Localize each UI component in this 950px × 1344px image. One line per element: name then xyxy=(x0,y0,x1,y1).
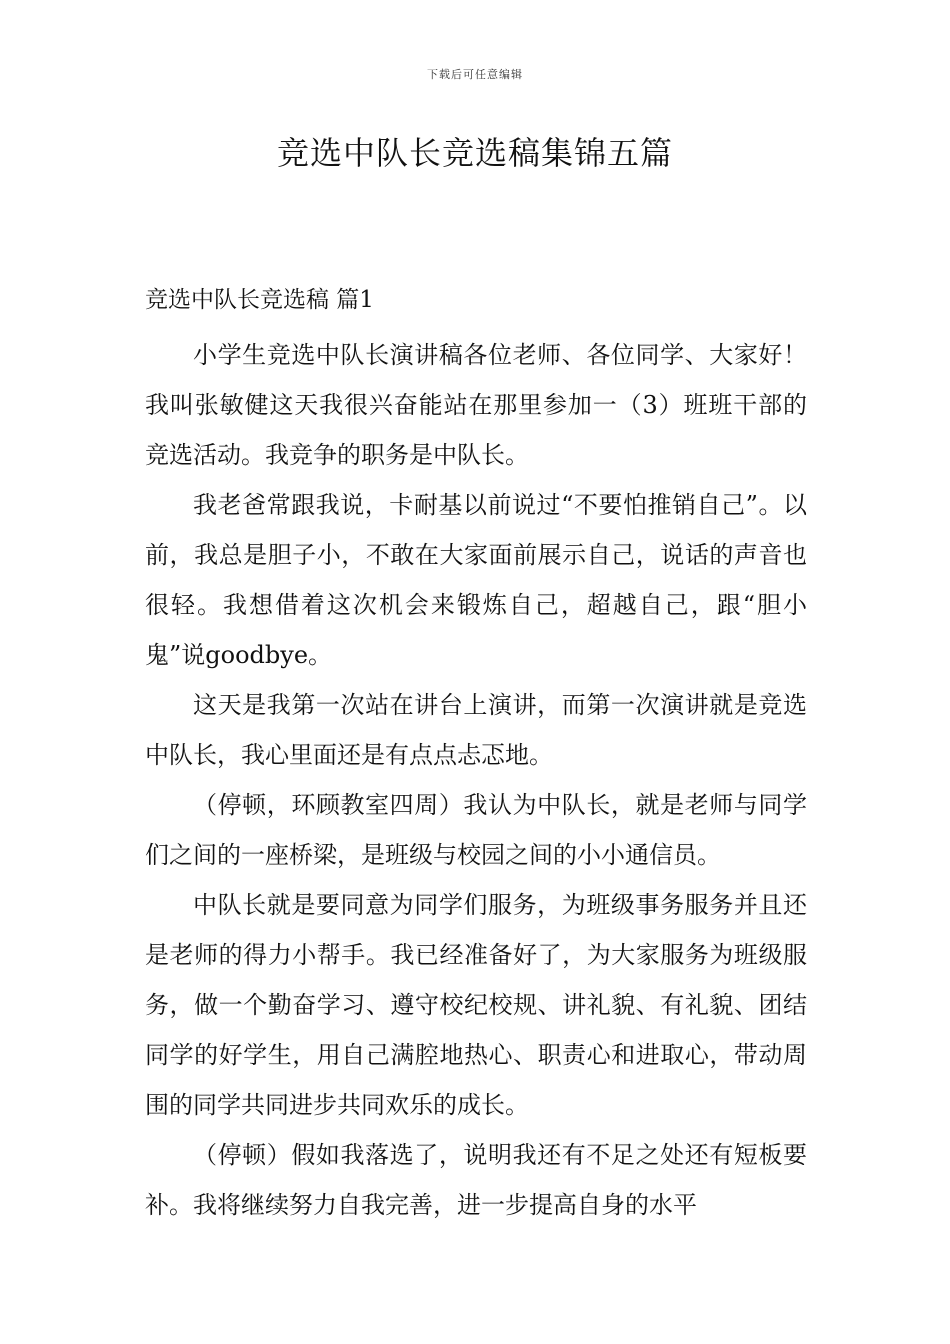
paragraph-6: （停顿）假如我落选了，说明我还有不足之处还有短板要补。我将继续努力自我完善，进一步提高自身的水平 xyxy=(145,1141,807,1219)
download-note: 下载后可任意编辑 xyxy=(427,68,523,81)
paragraph-4: （停顿，环顾教室四周）我认为中队长，就是老师与同学们之间的一座桥梁，是班级与校园之间的小小通信员。 xyxy=(145,791,807,869)
document-title: 竞选中队长竞选稿集锦五篇 xyxy=(276,134,673,172)
document-body xyxy=(145,280,807,1230)
paragraph-2: 我老爸常跟我说，卡耐基以前说过“不要怕推销自己”。以前，我总是胆子小，不敢在大家面前展示自己，说话的声音也很轻。我想借着这次机会来锻炼自己，超越自己，跟“胆小鬼”说goodbye。 xyxy=(145,491,807,669)
paragraph-1: 小学生竞选中队长演讲稿各位老师、各位同学、大家好！我叫张敏健这天我很兴奋能站在那里参加一（3）班班干部的竞选活动。我竞争的职务是中队长。 xyxy=(145,341,807,469)
section-heading: 竞选中队长竞选稿 篇1 xyxy=(145,287,374,313)
paragraph-5: 中队长就是要同意为同学们服务，为班级事务服务并且还是老师的得力小帮手。我已经准备好了，为大家服务为班级服务，做一个勤奋学习、遵守校纪校规、讲礼貌、有礼貌、团结同学的好学生，用自己满腔地热心、职责心和进取心，带动周围的同学共同进步共同欢乐的成长。 xyxy=(145,891,807,1119)
paragraph-3: 这天是我第一次站在讲台上演讲，而第一次演讲就是竞选中队长，我心里面还是有点点忐忑地。 xyxy=(145,691,807,769)
